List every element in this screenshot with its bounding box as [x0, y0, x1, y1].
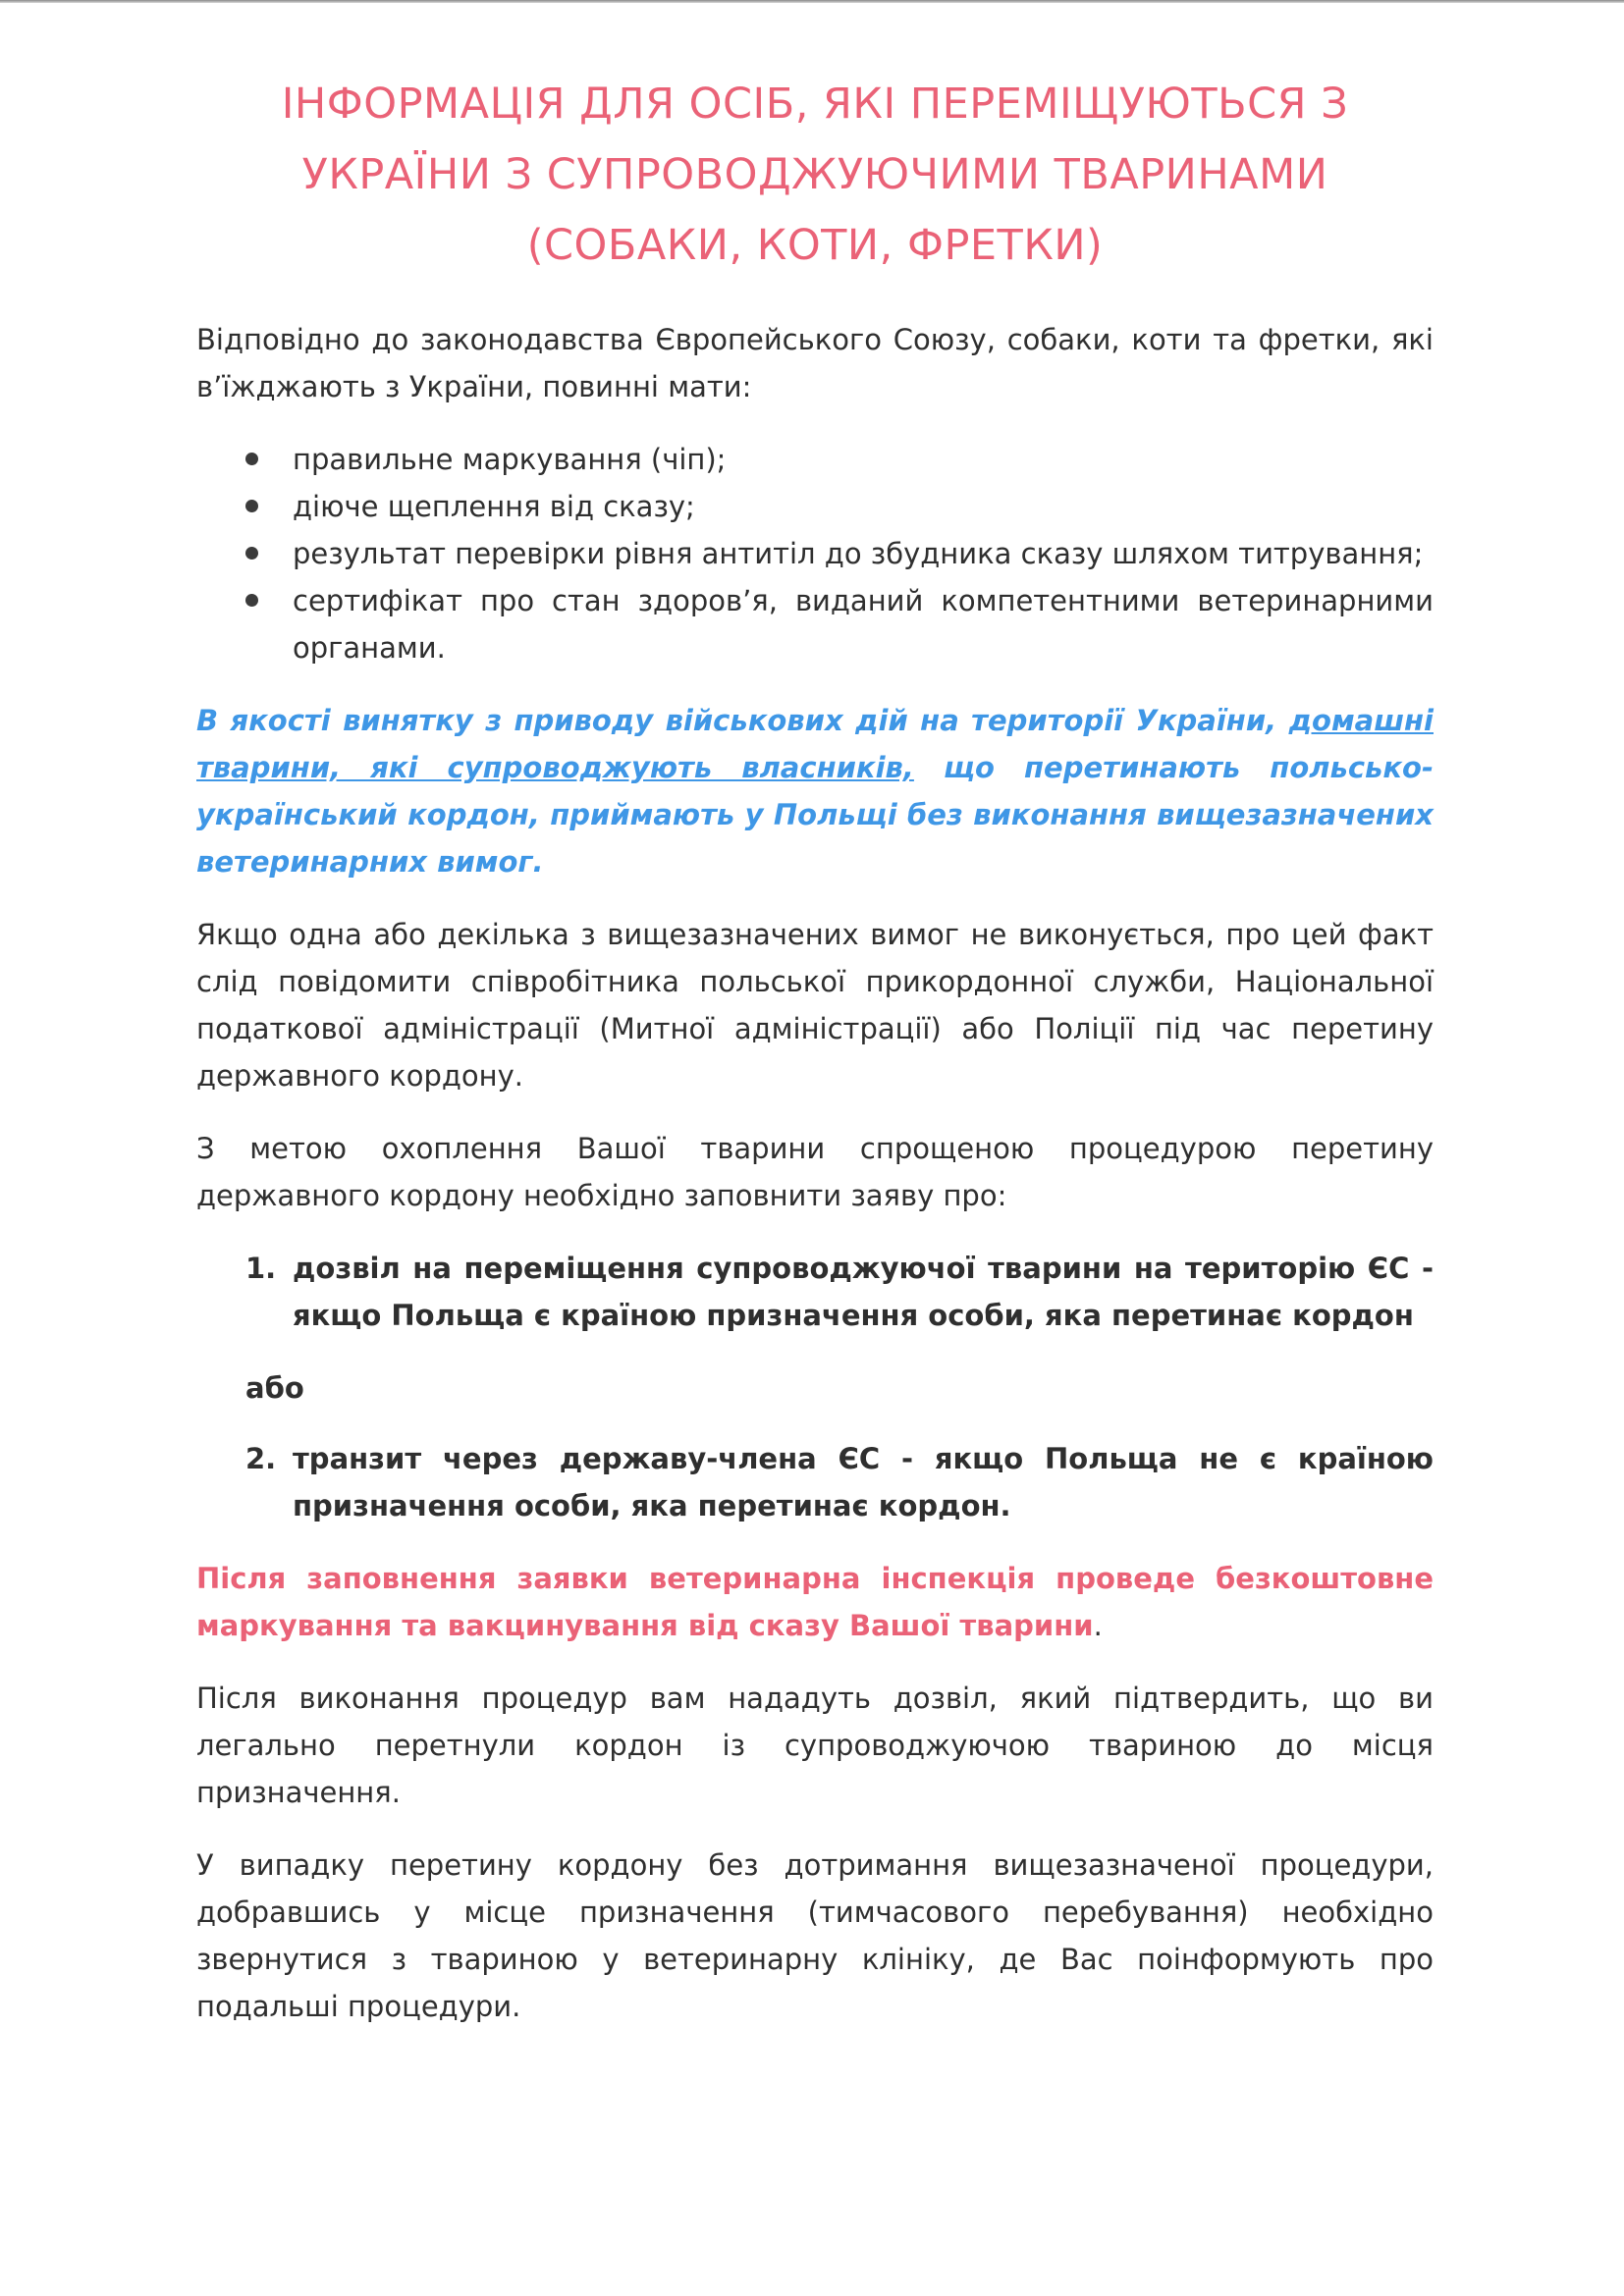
or-separator: або [245, 1371, 304, 1405]
bullet-icon [245, 594, 258, 607]
application-intro-paragraph: З метою охоплення Вашої тварини спрощеною процедурою перетину державного кордону необхідно заповнити заяву про: [196, 1132, 1434, 1212]
intro-paragraph: Відповідно до законодавства Європейського Союзу, собаки, коти та фретки, які в’їжджають з України, повинні мати: [196, 323, 1434, 403]
title-line-2: УКРАЇНИ З СУПРОВОДЖУЮЧИМИ ТВАРИНАМИ [301, 150, 1328, 199]
option-number: 1. [245, 1252, 277, 1285]
inspection-paragraph: Після заповнення заявки ветеринарна інспекція проведе безкоштовне маркування та вакцинування від сказу Вашої тварини. [196, 1562, 1434, 1642]
permit-paragraph: Після виконання процедур вам нададуть дозвіл, який підтвердить, що ви легально перетнули кордон із супроводжуючою твариною до місця призначення. [196, 1682, 1434, 1809]
requirements-list [196, 436, 1434, 671]
title-line-1: ІНФОРМАЦІЯ ДЛЯ ОСІБ, ЯКІ ПЕРЕМІЩУЮТЬСЯ З [281, 80, 1349, 129]
option-number: 2. [245, 1442, 277, 1475]
bullet-icon [245, 453, 258, 465]
inspection-highlight: Після заповнення заявки ветеринарна інспекція проведе безкоштовне маркування та вакцинування від сказу Вашої тварини [196, 1562, 1434, 1642]
bullet-icon [245, 547, 258, 560]
list-item [196, 1435, 1434, 1529]
application-options-list [196, 1245, 1434, 1529]
list-item: діюче щеплення від сказу; [196, 483, 1434, 530]
document-title [196, 69, 1434, 281]
title-line-3: (СОБАКИ, КОТИ, ФРЕТКИ) [526, 221, 1104, 270]
list-item: правильне маркування (чіп); [196, 436, 1434, 483]
list-item [196, 1245, 1434, 1339]
notice-paragraph: Якщо одна або декілька з вищезазначених вимог не виконується, про цей факт слід повідомити співробітника польської прикордонної служби, Національної податкової адміністрації (Митної адміністрації) або Поліції під час перетину державного кордону. [196, 918, 1434, 1093]
fallback-paragraph: У випадку перетину кордону без дотримання вищезазначеної процедури, добравшись у місце призначення (тимчасового перебування) необхідно звернутися з твариною у ветеринарну клініку, де Вас поінформують про подальші процедури. [196, 1848, 1434, 2023]
option-text: дозвіл на переміщення супроводжуючої тварини на територію ЄС - якщо Польща є країною призначення особи, яка перетинає кордон [293, 1252, 1434, 1332]
list-item: сертифікат про стан здоров’я, виданий компетентними ветеринарними органами. [196, 577, 1434, 671]
document-page [196, 69, 1434, 2056]
exception-underlined-text: домашні тварини, які супроводжують власників, [196, 704, 1434, 784]
top-scan-edge [0, 0, 1624, 3]
exception-paragraph: В якості винятку з приводу військових дій на території України, домашні тварини, які супроводжують власників, що перетинають польсько-український кордон, приймають у Польщі без виконання вищезазначених ветеринарних вимог. [196, 704, 1434, 879]
option-text: транзит через державу-члена ЄС - якщо Польща не є країною призначення особи, яка перетинає кордон. [293, 1442, 1434, 1522]
list-item: результат перевірки рівня антитіл до збудника сказу шляхом титрування; [196, 530, 1434, 577]
bullet-icon [245, 500, 258, 512]
